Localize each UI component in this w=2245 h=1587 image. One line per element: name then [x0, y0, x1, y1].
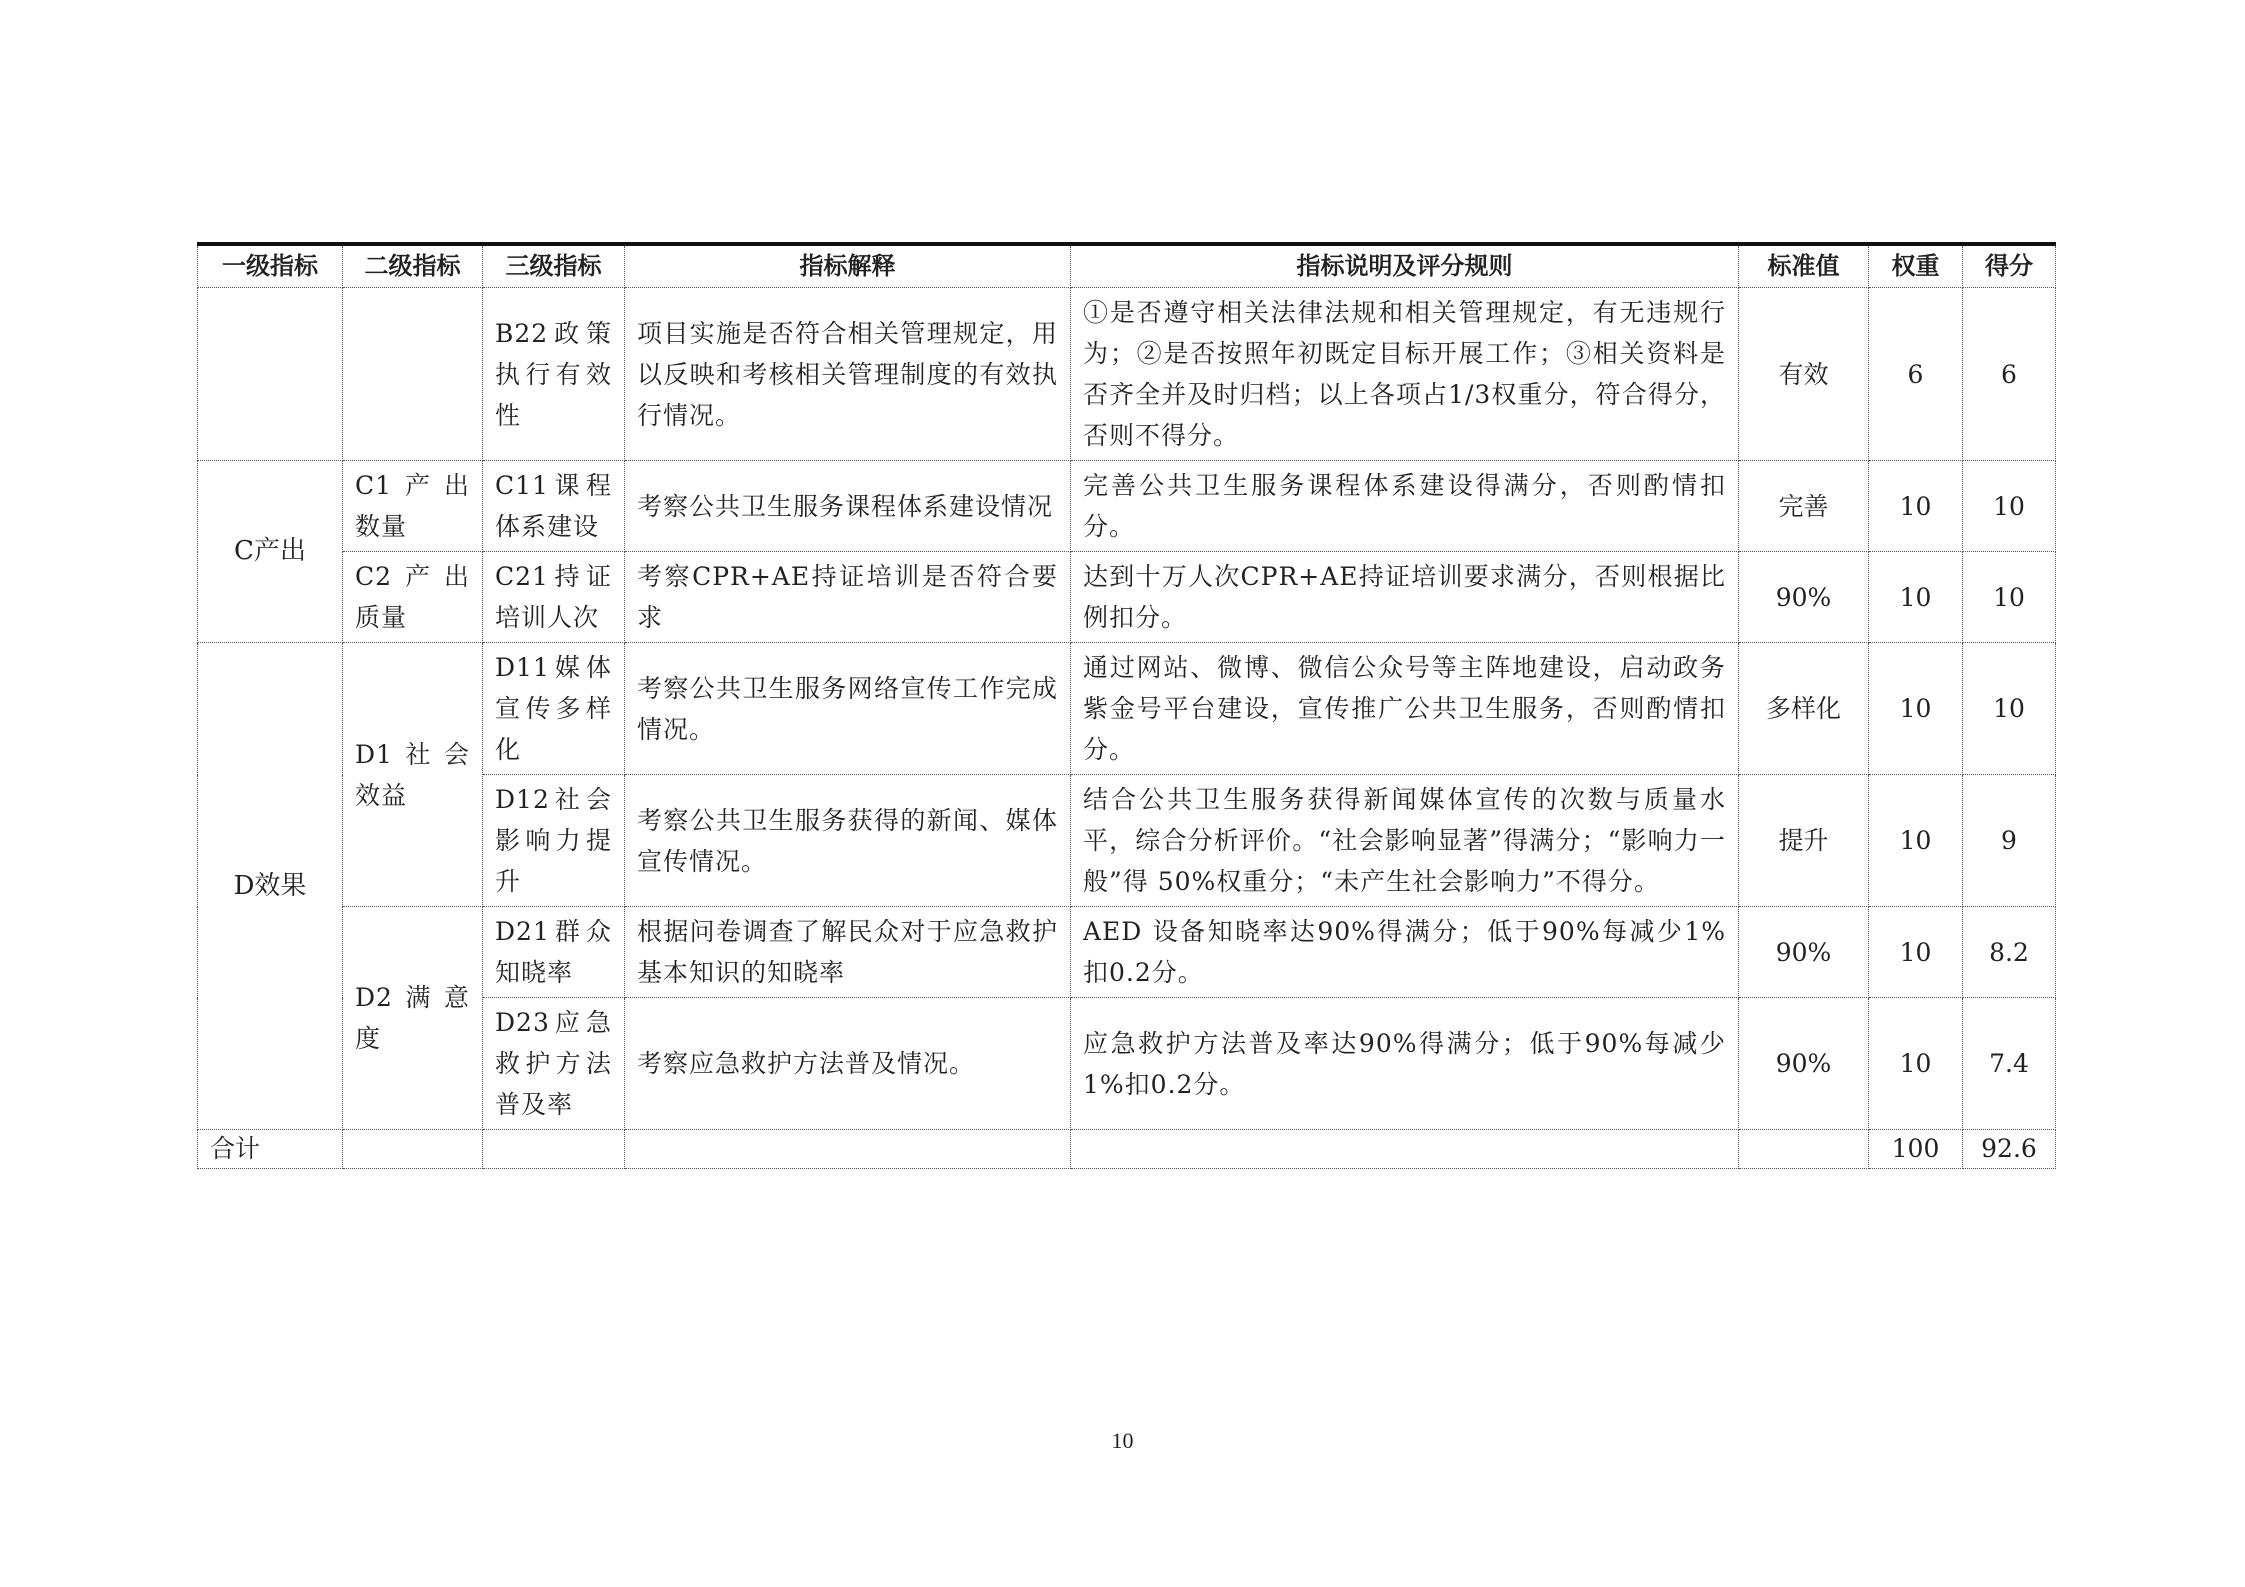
table-row [198, 288, 2056, 461]
total-empty-cell [1739, 1130, 1869, 1169]
cell-level3: B22政策执行有效性 [483, 288, 625, 461]
total-empty-cell [625, 1130, 1071, 1169]
cell-rule: 达到十万人次CPR+AE持证培训要求满分，否则根据比例扣分。 [1071, 552, 1739, 643]
header-standard: 标准值 [1739, 244, 1869, 288]
cell-rule: 应急救护方法普及率达90%得满分；低于90%每减少1%扣0.2分。 [1071, 998, 1739, 1130]
cell-standard: 多样化 [1739, 643, 1869, 775]
header-explanation: 指标解释 [625, 244, 1071, 288]
cell-level2: D2满意度 [343, 907, 483, 1130]
total-empty-cell [1071, 1130, 1739, 1169]
cell-standard: 提升 [1739, 775, 1869, 907]
cell-level3: D11媒体宣传多样化 [483, 643, 625, 775]
table-row [198, 643, 2056, 775]
cell-level2: D1社会效益 [343, 643, 483, 907]
cell-score: 7.4 [1963, 998, 2056, 1130]
cell-level2-empty [343, 288, 483, 461]
header-rule: 指标说明及评分规则 [1071, 244, 1739, 288]
table-row [198, 552, 2056, 643]
header-weight: 权重 [1869, 244, 1963, 288]
cell-level3: D21群众知晓率 [483, 907, 625, 998]
cell-score: 10 [1963, 461, 2056, 552]
cell-level3: C21持证培训人次 [483, 552, 625, 643]
cell-score: 10 [1963, 643, 2056, 775]
cell-score: 10 [1963, 552, 2056, 643]
cell-explanation: 考察公共卫生服务课程体系建设情况 [625, 461, 1071, 552]
cell-level1: D效果 [198, 643, 343, 1130]
cell-explanation: 考察CPR+AE持证培训是否符合要求 [625, 552, 1071, 643]
header-level1: 一级指标 [198, 244, 343, 288]
cell-score: 8.2 [1963, 907, 2056, 998]
cell-level3: D12社会影响力提升 [483, 775, 625, 907]
total-row [198, 1130, 2056, 1169]
cell-standard: 有效 [1739, 288, 1869, 461]
table-row [198, 461, 2056, 552]
total-empty-cell [343, 1130, 483, 1169]
total-weight: 100 [1869, 1130, 1963, 1169]
cell-rule: 通过网站、微博、微信公众号等主阵地建设，启动政务紫金号平台建设，宣传推广公共卫生服务，否则酌情扣分。 [1071, 643, 1739, 775]
cell-level3: D23应急救护方法普及率 [483, 998, 625, 1130]
cell-weight: 6 [1869, 288, 1963, 461]
cell-score: 6 [1963, 288, 2056, 461]
cell-explanation: 考察公共卫生服务网络宣传工作完成情况。 [625, 643, 1071, 775]
cell-rule: AED 设备知晓率达90%得满分；低于90%每减少1%扣0.2分。 [1071, 907, 1739, 998]
cell-level3: C11课程体系建设 [483, 461, 625, 552]
total-score: 92.6 [1963, 1130, 2056, 1169]
cell-level2: C1产出数量 [343, 461, 483, 552]
cell-explanation: 根据问卷调查了解民众对于应急救护基本知识的知晓率 [625, 907, 1071, 998]
header-level3: 三级指标 [483, 244, 625, 288]
cell-standard: 90% [1739, 998, 1869, 1130]
cell-level1: C产出 [198, 461, 343, 643]
cell-weight: 10 [1869, 998, 1963, 1130]
cell-weight: 10 [1869, 461, 1963, 552]
header-row [198, 244, 2056, 288]
header-level2: 二级指标 [343, 244, 483, 288]
cell-weight: 10 [1869, 907, 1963, 998]
cell-level2: C2产出质量 [343, 552, 483, 643]
cell-standard: 完善 [1739, 461, 1869, 552]
cell-explanation: 考察应急救护方法普及情况。 [625, 998, 1071, 1130]
cell-explanation: 项目实施是否符合相关管理规定，用以反映和考核相关管理制度的有效执行情况。 [625, 288, 1071, 461]
performance-evaluation-table [197, 242, 2056, 1169]
cell-standard: 90% [1739, 907, 1869, 998]
cell-rule: 完善公共卫生服务课程体系建设得满分，否则酌情扣分。 [1071, 461, 1739, 552]
page-number: 10 [1111, 1428, 1134, 1453]
cell-weight: 10 [1869, 643, 1963, 775]
header-score: 得分 [1963, 244, 2056, 288]
cell-rule: ①是否遵守相关法律法规和相关管理规定，有无违规行为；②是否按照年初既定目标开展工作；③相关资料是否齐全并及时归档；以上各项占1/3权重分，符合得分，否则不得分。 [1071, 288, 1739, 461]
total-label: 合计 [198, 1130, 343, 1169]
cell-explanation: 考察公共卫生服务获得的新闻、媒体宣传情况。 [625, 775, 1071, 907]
cell-level1-empty [198, 288, 343, 461]
total-empty-cell [483, 1130, 625, 1169]
cell-weight: 10 [1869, 552, 1963, 643]
cell-weight: 10 [1869, 775, 1963, 907]
table-row [198, 907, 2056, 998]
cell-standard: 90% [1739, 552, 1869, 643]
cell-score: 9 [1963, 775, 2056, 907]
cell-rule: 结合公共卫生服务获得新闻媒体宣传的次数与质量水平，综合分析评价。“社会影响显著”得满分；“影响力一般”得 50%权重分；“未产生社会影响力”不得分。 [1071, 775, 1739, 907]
